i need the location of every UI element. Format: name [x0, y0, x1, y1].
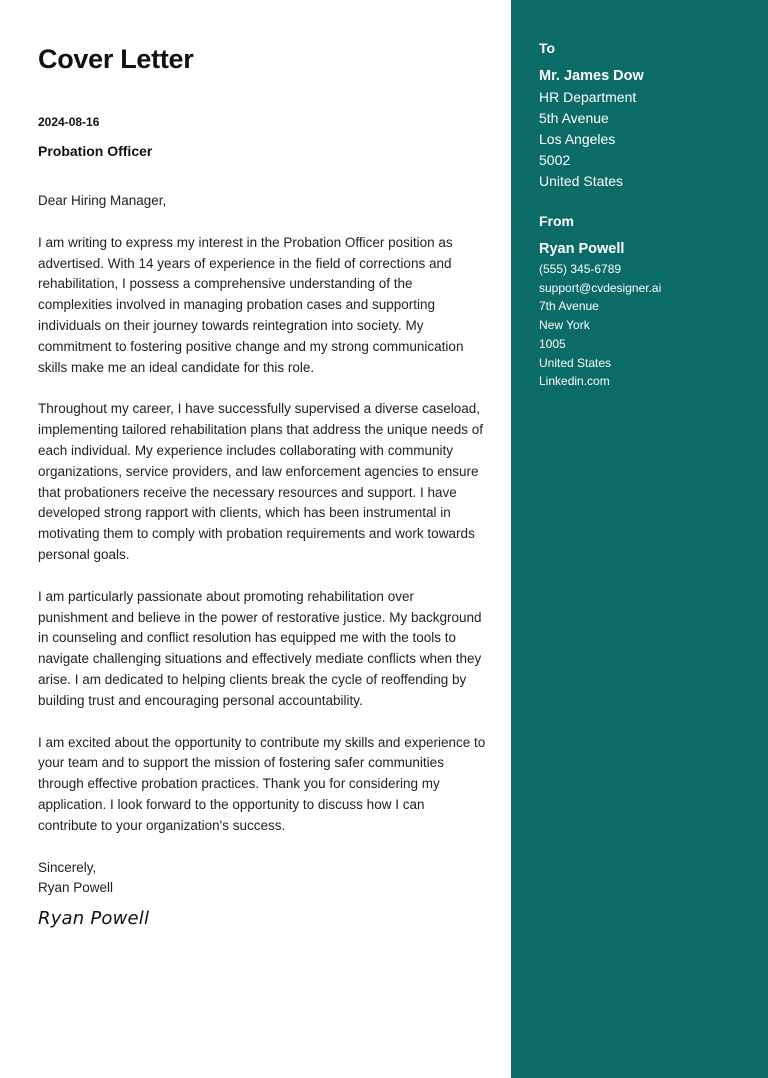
contact-sidebar — [511, 0, 768, 1078]
letter-paragraph-1: I am writing to express my interest in the Probation Officer position as advertised. With 14 years of experience in the field of corrections and rehabilitation, I possess a comprehensive understanding of the complexities involved in managing probation cases and supporting individuals on their journey towards reintegration into society. My commitment to fostering positive change and my strong communication skills make me an ideal candidate for this role. — [38, 234, 464, 375]
sender-zip: 1005 — [539, 336, 566, 351]
recipient-city: Los Angeles — [539, 131, 616, 147]
sender-website: Linkedin.com — [539, 374, 610, 389]
position-title: Probation Officer — [38, 143, 153, 159]
letter-paragraph-3: I am particularly passionate about promoting rehabilitation over punishment and believe in the power of restorative justice. My background in counseling and conflict resolution has equipped me with the tools to navigate challenging situations and effectively mediate conflicts when they arise. I am dedicated to helping clients break the cycle of reoffending by building trust and encouraging personal accountability. — [38, 588, 482, 708]
recipient-name: Mr. James Dow — [539, 68, 644, 84]
to-heading: To — [539, 40, 556, 56]
letter-body — [38, 191, 486, 899]
recipient-department: HR Department — [539, 89, 637, 105]
sender-country: United States — [539, 355, 612, 370]
letter-closing: Sincerely, — [38, 859, 97, 875]
sender-phone: (555) 345-6789 — [539, 262, 622, 276]
recipient-block — [539, 66, 759, 192]
letter-paragraph-4: I am excited about the opportunity to contribute my skills and experience to your team and to support the mission of fostering safer communities through effective probation practices. Thank you for considering my application. I look forward to the opportunity to discuss how I can contribute to your organization's success. — [38, 734, 486, 833]
recipient-country: United States — [539, 173, 624, 189]
sender-email: support@cvdesigner.ai — [539, 280, 662, 295]
sender-name: Ryan Powell — [539, 241, 625, 257]
sender-block — [539, 240, 759, 391]
letter-paragraph-2: Throughout my career, I have successfully supervised a diverse caseload, implementing tailored rehabilitation plans that address the unique needs of each individual. My experience includes collaborating with community organizations, service providers, and law enforcement agencies to ensure that probationers receive the necessary resources and support. I have developed strong rapport with clients, which has been instrumental in motivating them to comply with probation requirements and work towards personal goals. — [38, 401, 484, 562]
letter-greeting: Dear Hiring Manager, — [38, 193, 167, 208]
sender-city: New York — [539, 318, 590, 333]
recipient-street: 5th Avenue — [539, 110, 609, 126]
document-title: Cover Letter — [38, 44, 194, 74]
letter-date: 2024-08-16 — [38, 115, 100, 129]
recipient-zip: 5002 — [539, 152, 571, 168]
from-heading: From — [539, 213, 574, 229]
letter-sender-name: Ryan Powell — [38, 880, 114, 896]
handwritten-signature: Ryan Powell — [38, 908, 150, 929]
sender-street: 7th Avenue — [539, 299, 599, 314]
